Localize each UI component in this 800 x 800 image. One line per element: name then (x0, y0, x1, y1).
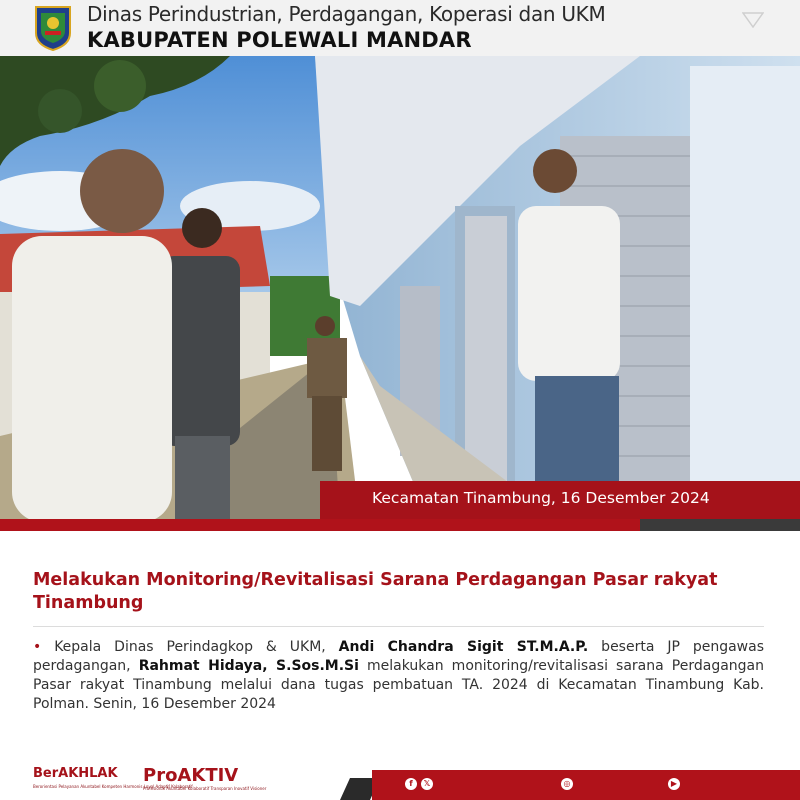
youtube-icon[interactable]: ▶ (668, 778, 680, 790)
berakhlak-tagline: Berorientasi Pelayanan Akuntabel Kompeten Harmonis Loyal Adaptif Kolaboratif (33, 784, 193, 789)
facebook-icon[interactable]: f (405, 778, 417, 790)
accent-stripe (0, 519, 650, 531)
body-name-2: Rahmat Hidaya, S.Sos.M.Si (138, 658, 359, 674)
header (0, 0, 800, 56)
x-icon[interactable]: 𝕏 (421, 778, 433, 790)
body-text-3: melakukan monitoring/revitalisasi sarana Perdagangan Pasar rakyat Tinambung melalui dana tugas pembatuan TA. 2024 di Kecamatan Tinambung Kab. Polman. Senin, 16 Desember 2024 (33, 658, 764, 712)
event-photo (0, 56, 800, 522)
divider (33, 626, 764, 627)
proaktiv-logo: ProAKTIV (143, 765, 239, 786)
article-title: Melakukan Monitoring/Revitalisasi Sarana Perdagangan Pasar rakyat Tinambung (33, 570, 718, 613)
footer-social-bar (372, 770, 800, 800)
dark-stripe (640, 519, 800, 531)
body-name-1: Andi Chandra Sigit ST.M.A.P. (338, 639, 589, 655)
body-text-1: Kepala Dinas Perindagkop & UKM, (54, 639, 339, 655)
photo-caption: Kecamatan Tinambung, 16 Desember 2024 (372, 489, 710, 507)
body-text-2: beserta JP pengawas perdagangan, (33, 639, 764, 674)
organization-name: Dinas Perindustrian, Perdagangan, Koperasi dan UKM (87, 2, 606, 26)
proaktiv-tagline: Profesional Akuntabel Kolaboratif Transparan Inovatif Visioner (143, 786, 267, 791)
regency-emblem-icon (33, 5, 73, 51)
instagram-icon[interactable]: ◎ (561, 778, 573, 790)
article-body (33, 638, 764, 714)
bullet-icon: • (33, 639, 42, 655)
triangle-icon (742, 12, 764, 28)
berakhlak-logo: BerAKHLAK (33, 766, 118, 781)
regency-name: KABUPATEN POLEWALI MANDAR (87, 28, 472, 52)
